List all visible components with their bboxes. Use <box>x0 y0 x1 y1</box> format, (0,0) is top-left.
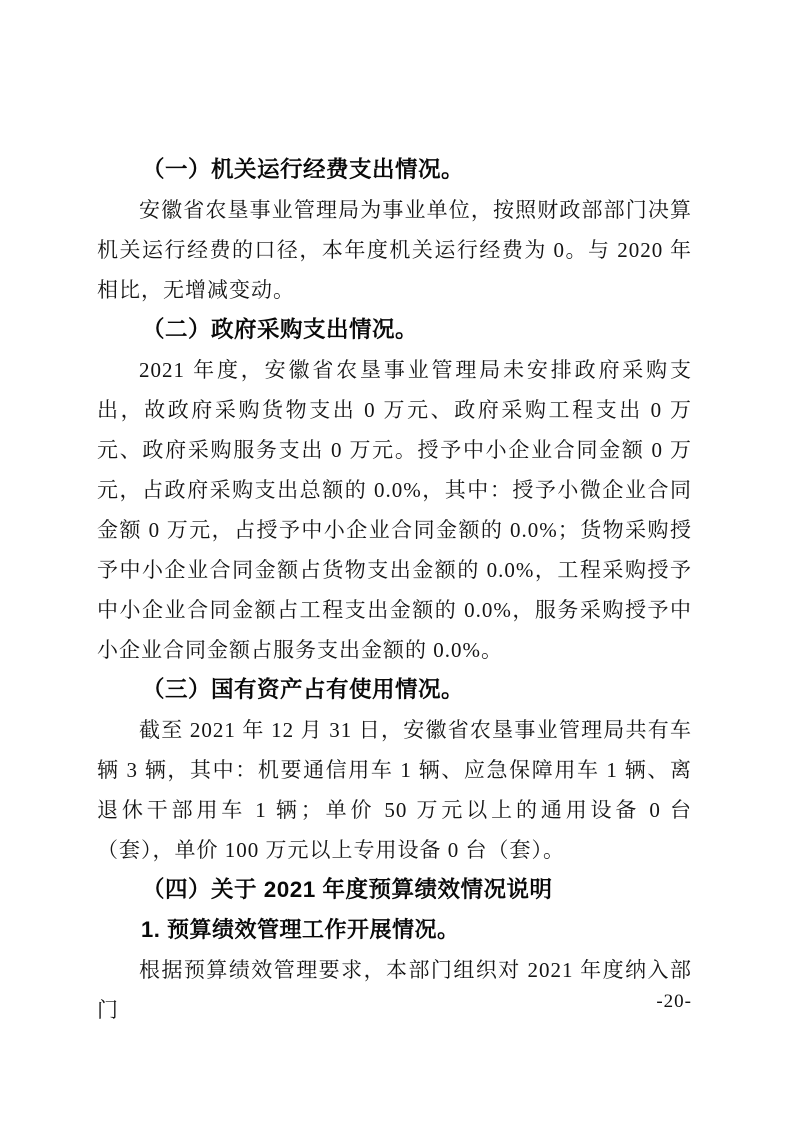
paragraph-performance-management-work: 根据预算绩效管理要求，本部门组织对 2021 年度纳入部门 <box>97 958 692 1022</box>
paragraph-agency-operating-expense: 安徽省农垦事业管理局为事业单位，按照财政部部门决算机关运行经费的口径，本年度机关运行经费为 0。与 2020 年相比，无增减变动。 <box>97 198 692 302</box>
page-number: -20- <box>656 991 692 1012</box>
paragraph-state-owned-assets: 截至 2021 年 12 月 31 日，安徽省农垦事业管理局共有车辆 3 辆，其中：机要通信用车 1 辆、应急保障用车 1 辆、离退休干部用车 1 辆；单价 50 万元以上的通用设备 0 台（套），单价 100 万元以上专用设备 0 台（套）。 <box>97 718 692 862</box>
section-heading-government-procurement: （二）政府采购支出情况。 <box>142 317 419 342</box>
subheading-performance-management-work: 1. 预算绩效管理工作开展情况。 <box>141 917 460 942</box>
section-heading-state-owned-assets: （三）国有资产占有使用情况。 <box>142 677 465 702</box>
section-heading-agency-operating-expense: （一）机关运行经费支出情况。 <box>142 157 465 182</box>
section-heading-budget-performance: （四）关于 2021 年度预算绩效情况说明 <box>142 877 553 902</box>
document-body <box>97 150 692 1030</box>
paragraph-government-procurement: 2021 年度，安徽省农垦事业管理局未安排政府采购支出，故政府采购货物支出 0 万元、政府采购工程支出 0 万元、政府采购服务支出 0 万元。授予中小企业合同金额 0 万元，占政府采购支出总额的 0.0%，其中：授予小微企业合同金额 0 万元，占授予中小企业合同金额的 0.0%；货物采购授予中小企业合同金额占货物支出金额的 0.0%，工程采购授予中小企业合同金额占工程支出金额的 0.0%，服务采购授予中小企业合同金额占服务支出金额的 0.0%。 <box>97 358 692 662</box>
